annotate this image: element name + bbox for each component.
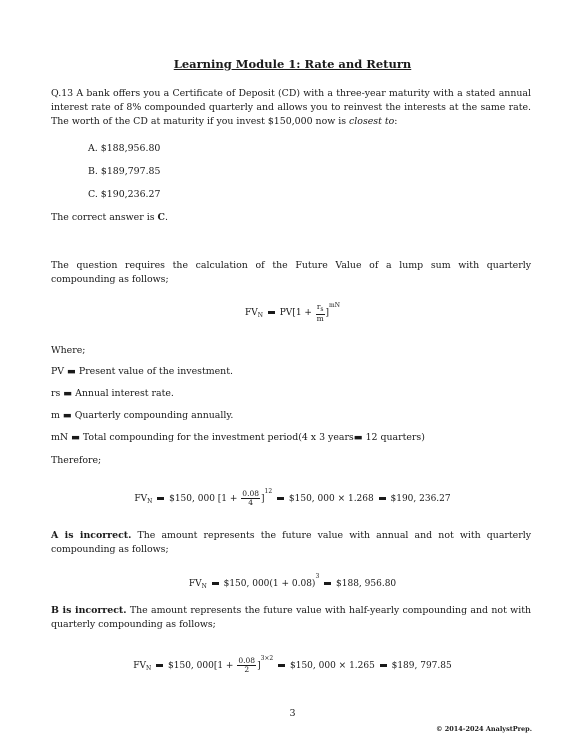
- explanation-a: [51, 529, 531, 557]
- calc1-result: $190, 236.27: [390, 494, 451, 504]
- calc2-lhs: FV: [188, 579, 202, 589]
- answer-suffix: .: [164, 212, 168, 223]
- calculation-quarterly: [0, 488, 585, 507]
- where-label: Where;: [51, 345, 86, 356]
- formula-general: [0, 302, 585, 323]
- calc3-part-c: $150, 000 × 1.265: [290, 661, 375, 671]
- copyright-footer: © 2014-2024 AnalystPrep.: [435, 725, 532, 733]
- formula-num-sub: s: [320, 305, 324, 313]
- formula-den: m: [316, 313, 324, 323]
- calc2-lhs-sub: N: [201, 583, 207, 590]
- formula-rhs-a: PV[1 +: [279, 308, 312, 318]
- calc1-num: 0.08: [242, 489, 259, 498]
- answer-prefix: The correct answer is: [51, 212, 158, 223]
- option-c: C. $190,236.27: [88, 189, 161, 200]
- calc1-fraction: [241, 490, 260, 507]
- option-a: A. $188,956.80: [88, 143, 161, 154]
- calc3-num: 0.08: [238, 656, 256, 665]
- question-end: :: [394, 116, 398, 128]
- definition-mn: mN ▬ Total compounding for the investment period(4 x 3 years▬ 12 quarters): [51, 432, 425, 443]
- calc1-part-b: ]: [261, 494, 265, 504]
- equals-sign: [268, 311, 275, 314]
- equals-sign: [156, 664, 163, 667]
- calc1-part-a: $150, 000 [1 +: [169, 494, 238, 504]
- equals-sign: [380, 664, 387, 667]
- formula-exp: mN: [329, 302, 340, 309]
- calculation-annual: [0, 573, 585, 590]
- explanation-b-label: B is incorrect.: [51, 605, 127, 616]
- calc1-den: 4: [248, 498, 254, 507]
- calc3-fraction: [237, 657, 256, 674]
- calc1-part-c: $150, 000 × 1.268: [288, 494, 374, 504]
- equals-sign: [278, 664, 285, 667]
- equals-sign: [157, 497, 164, 500]
- calc3-part-a: $150, 000[1 +: [168, 661, 234, 671]
- calc3-den: 2: [244, 665, 250, 674]
- equals-sign: [212, 582, 219, 585]
- explanation-a-label: A is incorrect.: [51, 530, 132, 541]
- calc2-result: $188, 956.80: [336, 579, 397, 589]
- formula-rhs-b: ]: [325, 308, 330, 318]
- calc2-part-a: $150, 000(1 + 0.08): [223, 579, 316, 589]
- question-main: Q.13 A bank offers you a Certificate of Deposit (CD) with a three-year maturity with a stated annual interest rate of 8% compounded quarterly and allows you to reinvest the interests at the same rate. The worth of the CD at maturity if you invest $150,000 now is: [51, 88, 531, 128]
- definition-pv: PV ▬ Present value of the investment.: [51, 366, 233, 377]
- calc1-lhs-sub: N: [147, 498, 153, 505]
- formula-num: [316, 303, 325, 315]
- module-title: Learning Module 1: Rate and Return: [173, 57, 412, 71]
- calculation-half-yearly: [0, 655, 585, 674]
- explanation-a-text: The amount represents the future value with annual and not with quarterly compounding as follows;: [51, 530, 531, 556]
- explanation-intro: The question requires the calculation of the Future Value of a lump sum with quarterly compounding as follows;: [51, 260, 531, 286]
- explanation-b: [51, 604, 531, 632]
- equals-sign: [277, 497, 284, 500]
- question-text: [51, 87, 531, 130]
- question-emphasis: closest to: [349, 116, 395, 128]
- answer-letter: C: [157, 212, 165, 223]
- equals-sign: [379, 497, 386, 500]
- page-number: 3: [289, 708, 296, 719]
- calc1-exp: 12: [264, 488, 273, 495]
- definition-rs: rs ▬ Annual interest rate.: [51, 388, 174, 399]
- formula-fraction: [316, 303, 325, 323]
- definition-m: m ▬ Quarterly compounding annually.: [51, 410, 234, 421]
- calc3-result: $189, 797.85: [391, 661, 452, 671]
- option-b: B. $189,797.85: [88, 166, 161, 177]
- equals-sign: [324, 582, 331, 585]
- calc3-exp: 3×2: [260, 655, 274, 662]
- explanation-b-text: The amount represents the future value with half-yearly compounding and not with quarterly compounding as follows;: [51, 605, 531, 631]
- correct-answer: [51, 211, 531, 225]
- formula-lhs: FV: [245, 308, 258, 318]
- calc1-lhs: FV: [134, 494, 148, 504]
- calc3-part-b: ]: [257, 661, 261, 671]
- calc3-lhs: FV: [133, 661, 147, 671]
- formula-lhs-sub: N: [257, 312, 263, 319]
- therefore-label: Therefore;: [51, 455, 102, 466]
- calc2-exp: 3: [315, 573, 320, 580]
- formula-num-text: r: [316, 301, 321, 311]
- calc3-lhs-sub: N: [146, 665, 152, 672]
